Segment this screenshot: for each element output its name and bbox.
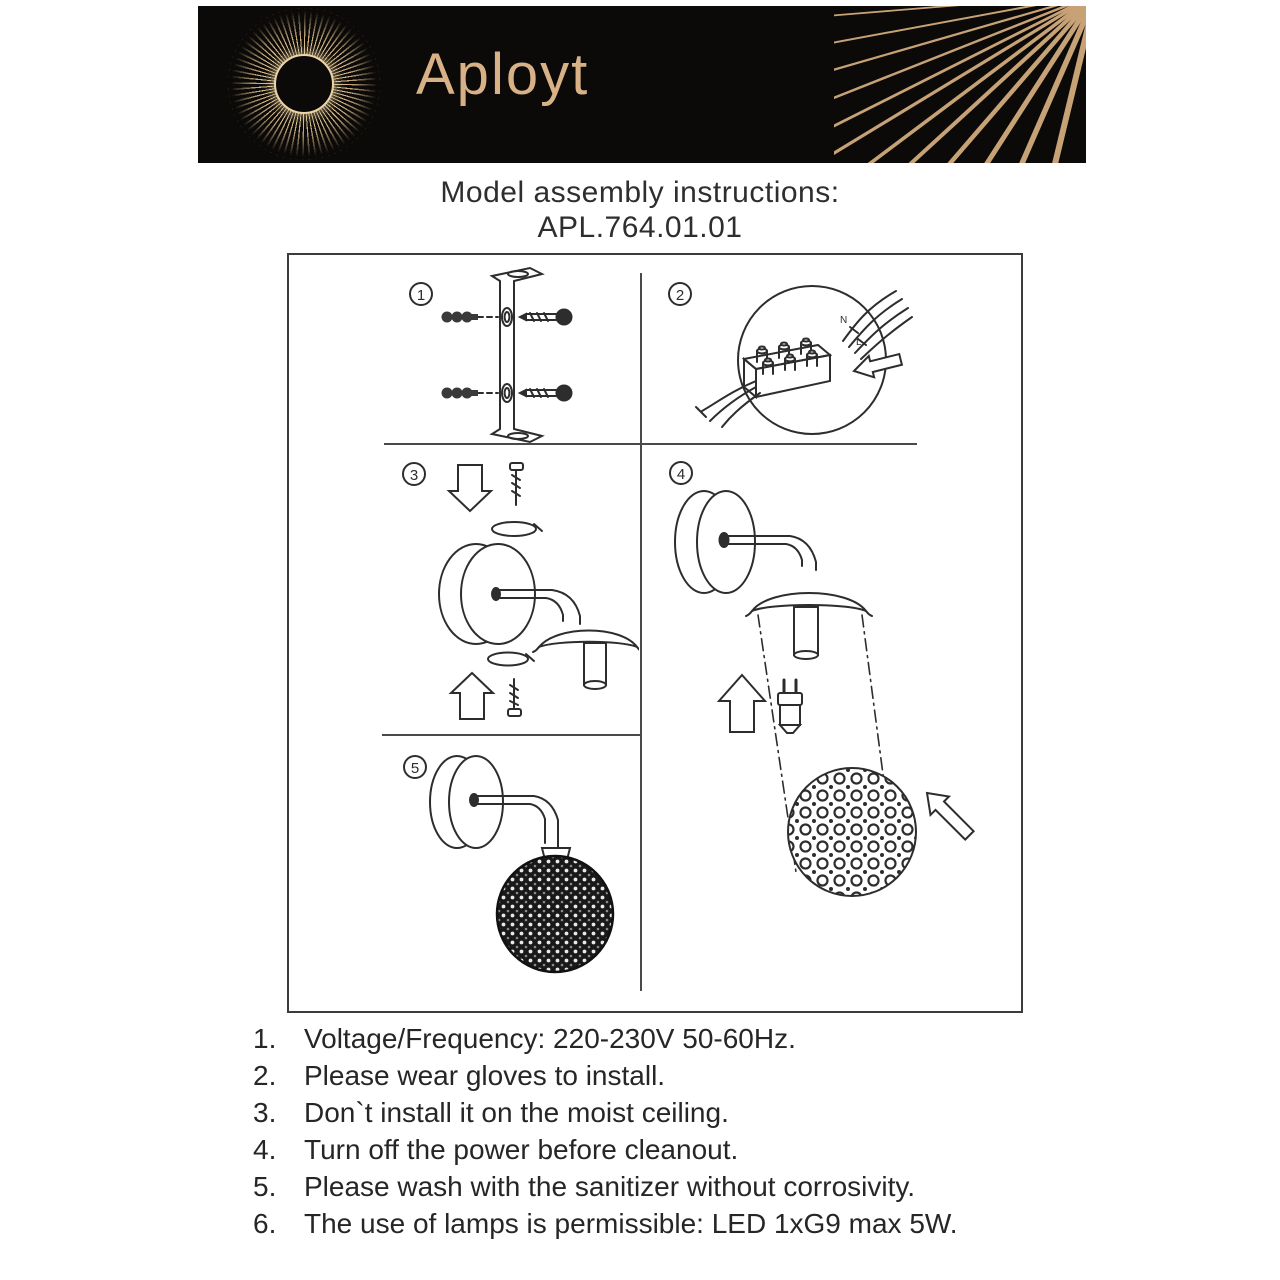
step-1-marker: 1 <box>409 282 433 306</box>
step-2-marker: 2 <box>668 282 692 306</box>
corner-rays-icon <box>834 6 1086 163</box>
item-text: Please wash with the sanitizer without corrosivity. <box>304 1171 916 1202</box>
item-text: Turn off the power before cleanout. <box>304 1134 739 1165</box>
list-item <box>253 1094 1083 1131</box>
item-text: The use of lamps is permissible: LED 1xG9 max 5W. <box>304 1208 958 1239</box>
item-number: 3. <box>253 1097 277 1128</box>
item-number: 4. <box>253 1134 277 1165</box>
assembly-diagram-box <box>287 253 1023 1013</box>
list-item <box>253 1020 1083 1057</box>
item-number: 2. <box>253 1060 277 1091</box>
instruction-list <box>253 1020 1083 1242</box>
item-text: Don`t install it on the moist ceiling. <box>304 1097 729 1128</box>
brand-banner <box>198 6 1086 163</box>
page-title: Model assembly instructions: <box>440 176 840 209</box>
step4-mounting-diagram <box>644 447 1014 987</box>
brand-name: Aployt <box>416 42 590 107</box>
list-item <box>253 1057 1083 1094</box>
item-number: 5. <box>253 1171 277 1202</box>
sunburst-logo-icon <box>228 8 380 160</box>
vertical-divider <box>640 273 642 991</box>
list-item <box>253 1131 1083 1168</box>
item-text: Please wear gloves to install. <box>304 1060 666 1091</box>
step5-assembled-lamp-diagram <box>384 742 639 1007</box>
step2-wiring-diagram <box>644 265 974 445</box>
step1-bracket-diagram <box>384 265 634 445</box>
item-text: Voltage/Frequency: 220-230V 50-60Hz. <box>304 1023 796 1054</box>
step-5-marker: 5 <box>403 755 427 779</box>
item-number: 6. <box>253 1208 277 1239</box>
list-item <box>253 1168 1083 1205</box>
wire-label-l: L <box>856 337 862 348</box>
model-number: APL.764.01.01 <box>537 211 743 244</box>
list-item <box>253 1205 1083 1242</box>
step-3-marker: 3 <box>402 462 426 486</box>
wire-label-n: N <box>840 315 848 326</box>
attach-globe-arrow-icon <box>927 793 974 840</box>
item-number: 1. <box>253 1023 277 1054</box>
step-4-marker: 4 <box>669 461 693 485</box>
step3-canopy-diagram <box>384 447 639 737</box>
